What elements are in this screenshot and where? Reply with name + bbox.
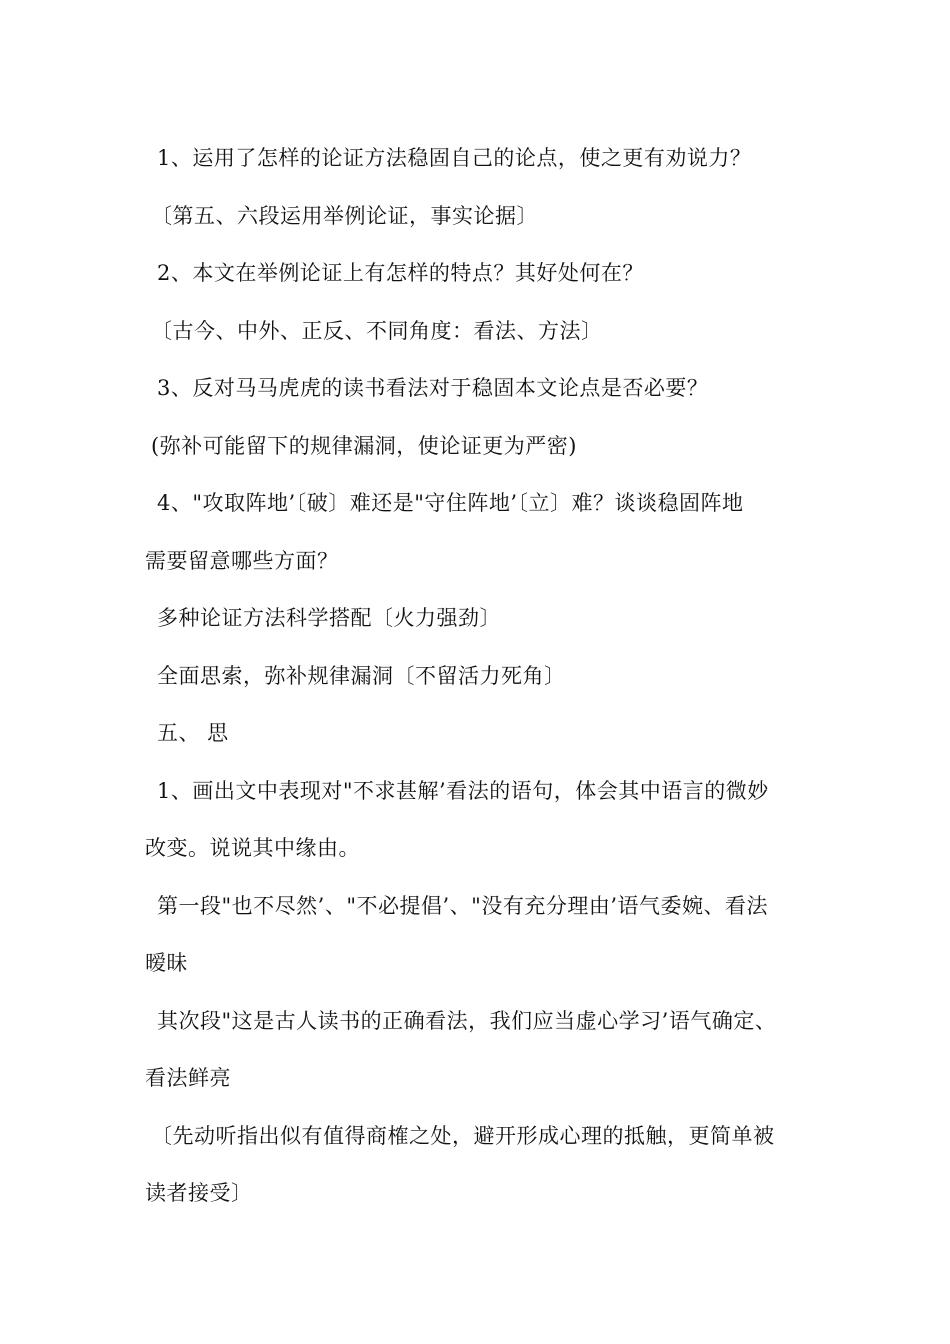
- section-question-1-line-2: 改变。说说其中缘由。: [145, 836, 360, 860]
- section-heading: 五、 思: [157, 721, 229, 745]
- question-3: 3、反对马马虎虎的读书看法对于稳固本文论点是否必要？: [157, 376, 709, 400]
- question-4-line-1: 4、"攻取阵地’〔破〕难还是"守住阵地’〔立〕难？谈谈稳固阵地: [157, 491, 744, 515]
- paragraph-3-line-2: 读者接受〕: [145, 1181, 253, 1205]
- answer-4-point-1: 多种论证方法科学搭配〔火力强劲〕: [157, 606, 501, 630]
- paragraph-1-line-2: 暧昧: [145, 951, 188, 975]
- paragraph-1-line-1: 第一段"也不尽然’、"不必提倡’、"没有充分理由’语气委婉、看法: [157, 893, 769, 918]
- answer-3: (弥补可能留下的规律漏洞，使论证更为严密): [151, 433, 577, 458]
- answer-1: 〔第五、六段运用举例论证，事实论据〕: [151, 203, 538, 228]
- paragraph-3-line-1: 〔先动听指出似有值得商榷之处，避开形成心理的抵触，更简单被: [151, 1123, 775, 1148]
- question-4-line-2: 需要留意哪些方面？: [145, 548, 339, 573]
- question-1: 1、运用了怎样的论证方法稳固自己的论点，使之更有劝说力？: [157, 146, 752, 170]
- answer-2: 〔古今、中外、正反、不同角度：看法、方法〕: [151, 318, 603, 343]
- section-question-1-line-1: 1、画出文中表现对"不求甚解’看法的语句，体会其中语言的微妙: [157, 778, 769, 803]
- paragraph-2-line-1: 其次段"这是古人读书的正确看法，我们应当虚心学习’语气确定、: [157, 1008, 777, 1033]
- question-2: 2、本文在举例论证上有怎样的特点？其好处何在？: [157, 261, 644, 285]
- document-body: [145, 130, 810, 1223]
- answer-4-point-2: 全面思索，弥补规律漏洞〔不留活力死角〕: [157, 663, 566, 688]
- paragraph-2-line-2: 看法鲜亮: [145, 1066, 231, 1090]
